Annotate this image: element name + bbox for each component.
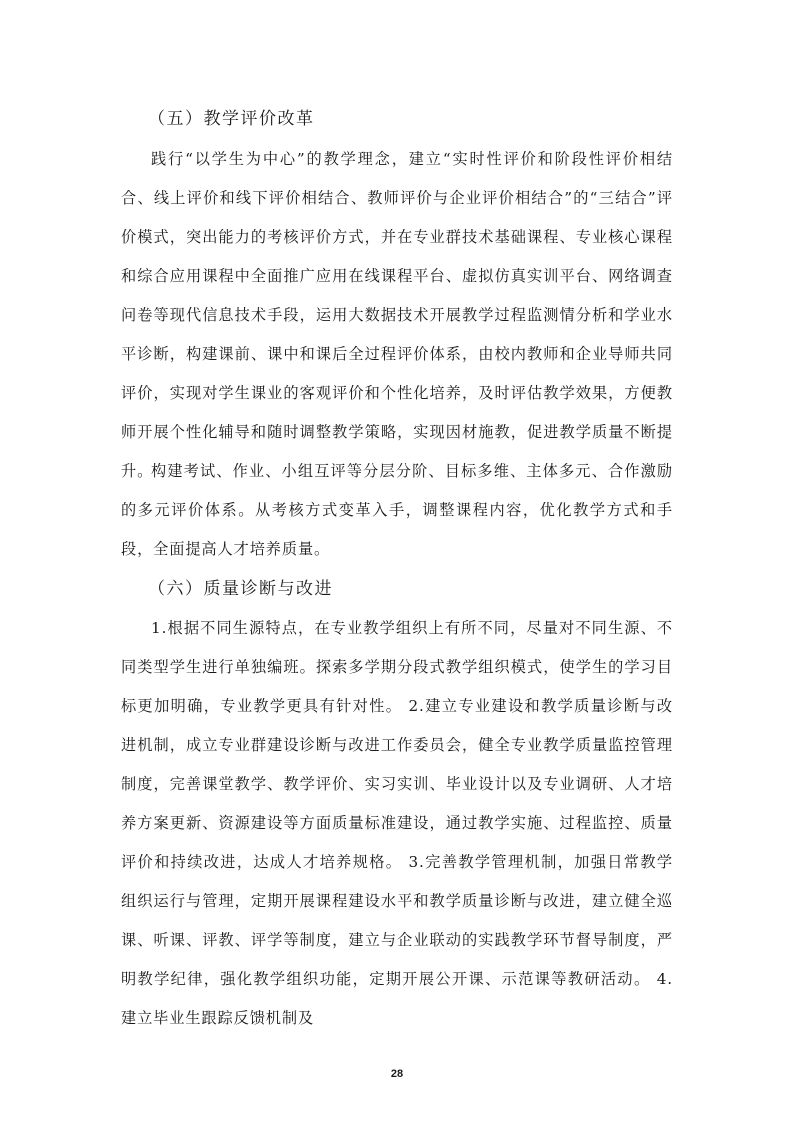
page-number: 28	[390, 1068, 404, 1080]
paragraph-evaluation-system: 构建考试、作业、小组互评等分层分阶、目标多维、主体多元、合作激励的多元评价体系。从考核方式变革入手，调整课程内容，优化教学方式和手段，全面提高人才培养质量。	[121, 462, 673, 558]
paragraph-evaluation-philosophy: 践行“以学生为中心”的教学理念，建立“实时性评价和阶段性评价相结合、线上评价和线下评价相结合、教师评价与企业评价相结合”的“三结合”评价模式，突出能力的考核评价方式，并在专业群技术基础课程、专业核心课程和综合应用课程中全面推广应用在线课程平台、虚拟仿真实训平台、网络调查问卷等现代信息技术手段，运用大数据技术开展教学过程监测情分析和学业水平诊断，构建课前、课中和课后全过程评价体系，由校内教师和企业导师共同评价，实现对学生课业的客观评价和个性化培养，及时评估教学效果，方便教师开展个性化辅导和随时调整教学策略，实现因材施教，促进教学质量不断提升。	[121, 150, 673, 480]
section-heading-quality-diagnosis: （六）质量诊断与改进	[148, 579, 333, 599]
section-heading-teaching-evaluation: （五）教学评价改革	[148, 109, 315, 129]
paragraph-quality-measures: 1.根据不同生源特点，在专业教学组织上有所不同，尽量对不同生源、不同类型学生进行单独编班。探索多学期分段式教学组织模式，使学生的学习目标更加明确，专业教学更具有针对性。 2.建立专业建设和教学质量诊断与改进机制，成立专业群建设诊断与改进工作委员会，健全专业教学质量监控管理制度，完善课堂教学、教学评价、实习实训、毕业设计以及专业调研、人才培养方案更新、资源建设等方面质量标准建设，通过教学实施、过程监控、质量评价和持续改进，达成人才培养规格。 3.完善教学管理机制，加强日常教学组织运行与管理，定期开展课程建设水平和教学质量诊断与改进，建立健全巡课、听课、评教、评学等制度，建立与企业联动的实践教学环节督导制度，严明教学纪律，强化教学组织功能，定期开展公开课、示范课等教研活动。 4.建立毕业生跟踪反馈机制及	[121, 619, 673, 1027]
